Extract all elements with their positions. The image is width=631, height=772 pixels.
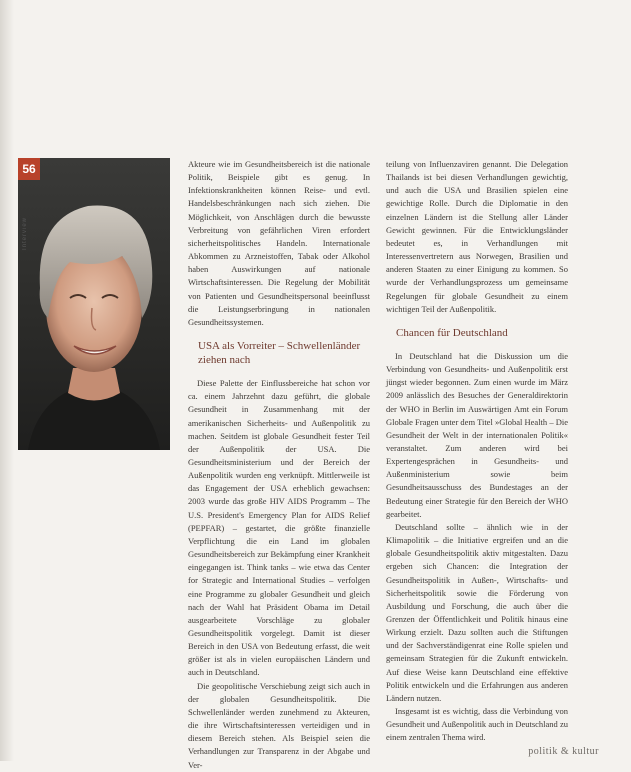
portrait-photo	[18, 158, 170, 450]
text-column-right	[386, 158, 568, 745]
section-label: Interview	[22, 216, 28, 250]
page-fold-shadow	[0, 0, 14, 761]
text-column-left	[188, 158, 370, 772]
section-heading: USA als Vorreiter – Schwellenländer ziehen nach	[198, 340, 361, 367]
paragraph: Diese Palette der Einflussbereiche hat schon vor ca. einem Jahrzehnt dazu geführt, die globale Gesundheit in Zusammenhang mit der amerikanischen Sicherheits- und Außenpolitik zu machen. Seitdem ist globale Gesundheit fester Teil der Außenpolitik der USA. Die Gesundheitsministerium und der Bereich der Außenpolitik wurden eng verknüpft. Mittlerweile ist das Engagement der USA erheblich gewachsen: 2003 wurde das große HIV AIDS Programm – The U.S. President's Emergency Plan for AIDS Relief (PEPFAR) – gestartet, die größte finanzielle Verpflichtung die ein Land im globalen Gesundheitsbereich zur Bekämpfung einer Krankheit eingegangen ist. Think tanks – wie etwa das Center for Strategic and International Studies – verfolgen eine Programme zu globaler Gesundheit und gleich nach der Wahl hat Präsident Obama im Detail ausgearbeitete Vorschläge zu globaler Gesundheitspolitik vorgelegt. Damit ist dieser Bereich in den USA von Bedeutung erfasst, die weit größer ist als in vielen europäischen Ländern und auch in Deutschland.	[188, 378, 370, 678]
paragraph: Deutschland sollte – ähnlich wie in der Klimapolitik – die Initiative ergreifen und an die globale Gesundheitspolitik aktiv mitgestalten. Dazu ergeben sich Chancen: die Integration der Gesundheitspolitik in Außen-, Wirtschafts- und Sicherheitspolitik sowie die Förderung von Ausbildung und Forschung, die auch über die Grenzen der Öffentlichkeit und Politik hinaus eine Wirkung erzielt. Dazu sollten auch die Stiftungen und der Sachverständigenrat eine Rolle spielen und gemeinsam Strategien für die Zukunft entwickeln. Auf diese Weise kann Deutschland eine effektive Politik entwickeln und die Erfahrungen aus anderen Ländern nutzen.	[386, 521, 568, 703]
section-heading: Chancen für Deutschland	[396, 326, 508, 339]
paragraph: teilung von Influenzaviren genannt. Die Delegation Thailands ist bei diesen Verhandlungen gewichtig, und auch die USA und Brasilien spielen eine gewichtige Rolle. Durch die Diplomatie in den einzelnen Ländern ist die Stellung aller Länder Gewicht gewinnen. Für die Entwicklungsländer bedeutet es, in Verhandlungen mit Interessenvertretern aus Norwegen, Brasilien und anderen Staaten zu einer Einigung zu kommen. So wurde der Verhandlungsprozess um gemeinsame Regelungen für globale Gesundheit zu einem wichtigen Teil der Außenpolitik.	[386, 159, 568, 314]
portrait-illustration	[18, 158, 170, 450]
page-number: 56	[18, 158, 40, 180]
paragraph: Insgesamt ist es wichtig, dass die Verbindung von Gesundheit und Außenpolitik auch in Deutschland zu einem zentralen Thema wird.	[386, 706, 568, 743]
paragraph: In Deutschland hat die Diskussion um die Verbindung von Gesundheits- und Außenpolitik erst jüngst wieder begonnen. Zum einen wurde im März 2009 anlässlich des Besuches der Generaldirektorin der WHO in Berlin im Auswärtigen Amt ein Forum Globale Fragen unter dem Titel »Global Health – Die Gesundheit der Welt in der internationalen Politik« veranstaltet. Zum anderen wird bei Expertengesprächen in Gesundheits- und Außenministerium sowie beim Gesundheitsausschuss des Bundestages an der Bedeutung einer Strategie für den Bereich der WHO gearbeitet.	[386, 350, 568, 519]
paragraph: Die geopolitische Verschiebung zeigt sich auch in der globalen Gesundheitspolitik. Die Schwellenländer werden zunehmend zu Akteuren, die ihre Wirtschaftsinteressen verteidigen und in diesem Bereich stehen. Als Beispiel seien die Verhandlungen zur Transparenz in der Abgabe und Ver-	[188, 680, 370, 770]
paragraph: Akteure wie im Gesundheitsbereich ist die nationale Politik, Beispiele gibt es genug. In Infektionskrankheiten können Reise- und evtl. Handelsbeschränkungen nach sich ziehen. Die Möglichkeit, von Anschlägen durch die bewusste Verbreitung von gefährlichen Viren erfordert sicherheitspolitisches Handeln. Internationale Abkommen zu Arzneistoffen, Tabak oder Alkohol haben Auswirkungen auf nationale Wirtschaftsinteressen. Die Regelung der Mobilität von Patienten und Gesundheitspersonal beeinflusst die Leistungserbringung in nationalen Gesundheitssystemen.	[188, 159, 370, 327]
footer-publication-name: politik & kultur	[528, 746, 599, 757]
